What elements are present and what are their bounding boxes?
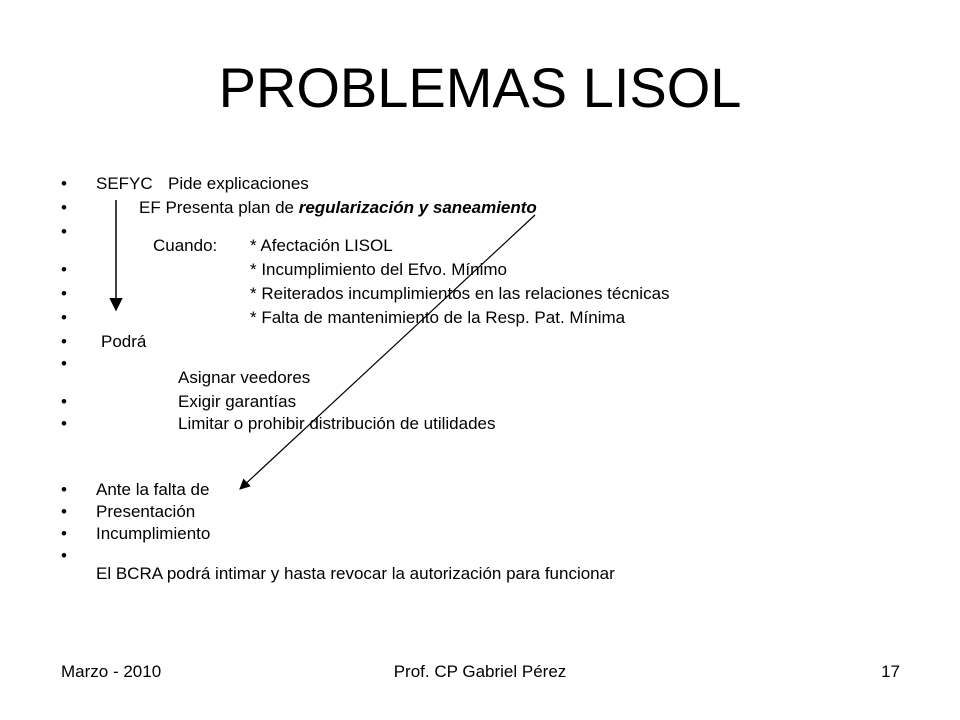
bullet: •: [61, 198, 67, 217]
bullet: •: [61, 480, 67, 499]
line-text: * Afectación LISOL: [250, 236, 393, 255]
bullet: •: [61, 354, 67, 373]
bullet: •: [61, 502, 67, 521]
line-text: Asignar veedores: [178, 368, 311, 387]
line-text: Ante la falta de: [96, 480, 210, 499]
bullet: •: [61, 546, 67, 565]
bullet: •: [61, 524, 67, 543]
line-text: * Incumplimiento del Efvo. Mínimo: [250, 260, 507, 279]
line-text: Cuando:: [153, 236, 218, 255]
bullet: •: [61, 332, 67, 351]
bullet: •: [61, 260, 67, 279]
footer-author: Prof. CP Gabriel Pérez: [393, 662, 567, 681]
footer-date: Marzo - 2010: [61, 662, 162, 681]
bullet: •: [61, 392, 67, 411]
line-text: Limitar o prohibir distribución de utilidades: [178, 414, 496, 433]
line-text-plain: EF Presenta plan de: [139, 198, 299, 217]
line-text: El BCRA podrá intimar y hasta revocar la autorización para funcionar: [96, 564, 615, 583]
line-text: Exigir garantías: [178, 392, 297, 411]
line-text: * Reiterados incumplimientos en las relaciones técnicas: [250, 284, 670, 303]
line-text: Pide explicaciones: [168, 174, 309, 193]
bullet: •: [61, 308, 67, 327]
line-text: * Falta de mantenimiento de la Resp. Pat. Mínima: [250, 308, 626, 327]
line-text: Incumplimiento: [96, 524, 211, 543]
bullet: •: [61, 284, 67, 303]
slide-title: PROBLEMAS LISOL: [218, 56, 742, 119]
line-text: Presentación: [96, 502, 196, 521]
bullet: •: [61, 414, 67, 433]
footer-page-number: 17: [881, 662, 900, 681]
emphasis-text: regularización y saneamiento: [298, 198, 537, 217]
bullet: •: [61, 174, 67, 193]
diagonal-arrow: [240, 215, 535, 489]
line-text: Podrá: [101, 332, 147, 351]
line-text: SEFYC: [96, 174, 153, 193]
bullet: •: [61, 222, 67, 241]
